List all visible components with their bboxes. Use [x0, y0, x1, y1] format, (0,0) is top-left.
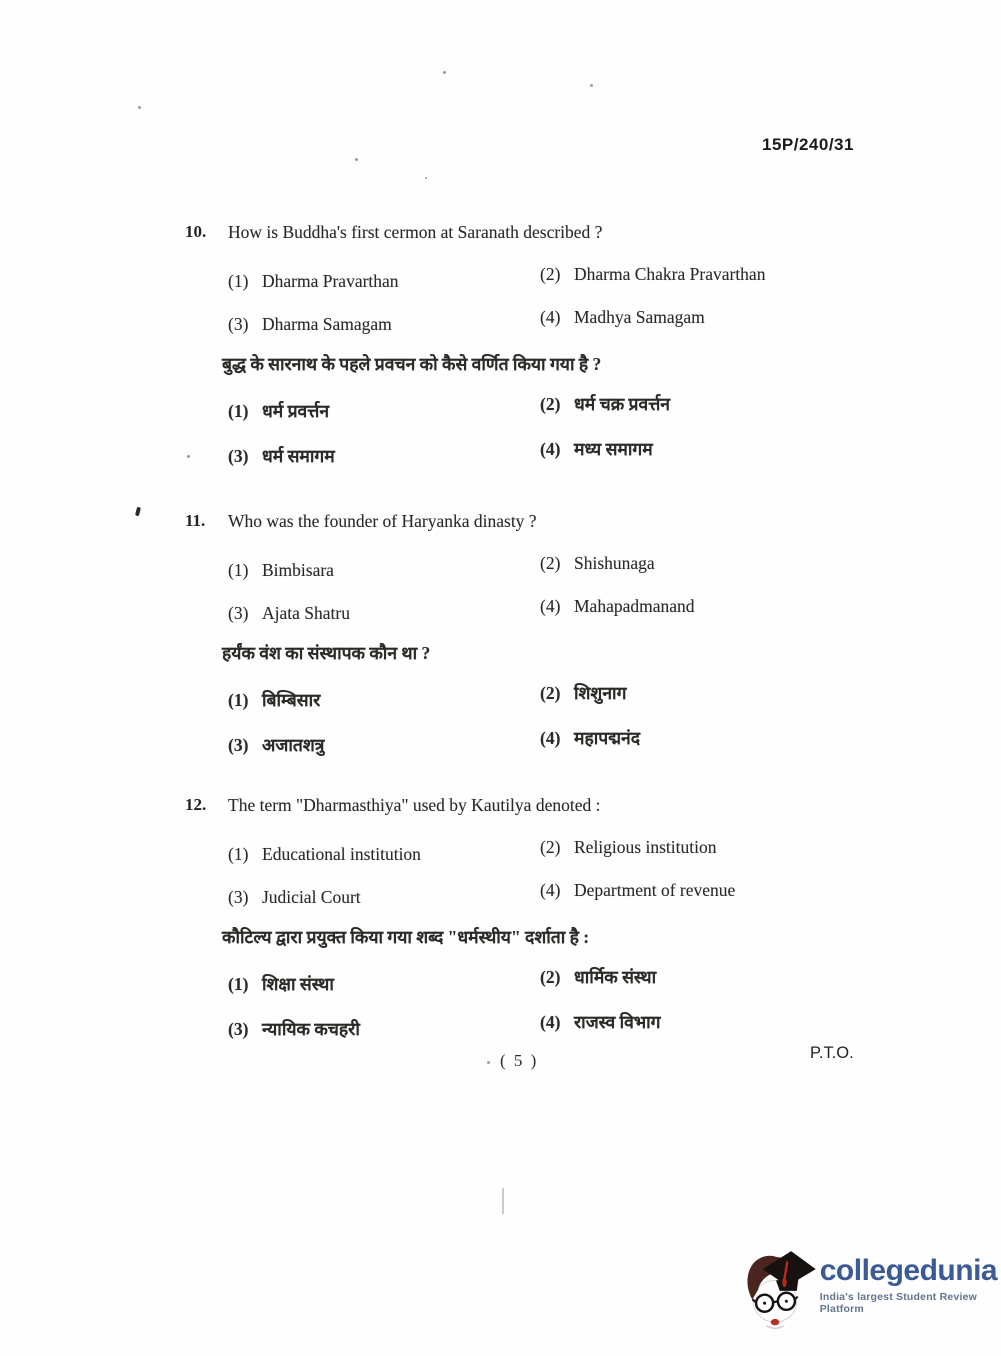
option-label: (4) — [540, 439, 561, 459]
option — [540, 880, 735, 901]
options-row — [228, 880, 736, 908]
option — [228, 560, 540, 581]
option-label: (3) — [228, 603, 249, 623]
question-line — [185, 222, 602, 243]
option-text: Madhya Samagam — [574, 307, 705, 327]
options-row-hindi — [228, 1012, 661, 1041]
option-text: बिम्बिसार — [262, 690, 321, 710]
option-text: Religious institution — [574, 837, 717, 857]
option-label: (4) — [540, 880, 561, 900]
option — [228, 690, 540, 712]
option-label: (3) — [228, 314, 249, 334]
options-row-hindi — [228, 394, 671, 423]
brand-tagline: India's largest Student Review Platform — [819, 1291, 978, 1315]
option-text: Ajata Shatru — [262, 603, 350, 623]
option-label: (4) — [540, 596, 561, 616]
option-label: (1) — [228, 401, 249, 421]
options-row-hindi — [228, 439, 653, 468]
options-row — [228, 307, 705, 335]
option-text: धर्म प्रवर्त्तन — [262, 401, 330, 421]
collegedunia-mascot-icon — [740, 1246, 816, 1332]
options-row — [228, 837, 717, 865]
option-label: (2) — [540, 553, 561, 573]
option-text: न्यायिक कचहरी — [262, 1019, 360, 1039]
question-line — [185, 795, 600, 816]
option-text: Shishunaga — [574, 553, 655, 573]
option-label: (2) — [540, 683, 561, 703]
option-label: (2) — [540, 394, 561, 414]
option-text: मध्य समागम — [574, 439, 653, 459]
option — [540, 307, 705, 328]
question-number: 12. — [185, 795, 207, 814]
question-text-hindi: बुद्ध के सारनाथ के पहले प्रवचन को कैसे वर्णित किया गया है ? — [222, 354, 602, 374]
option-label: (3) — [228, 1019, 249, 1039]
option-label: (2) — [540, 967, 561, 987]
logo-text — [820, 1246, 1001, 1315]
options-row — [228, 596, 695, 624]
option-label: (4) — [540, 307, 561, 327]
option-label: (3) — [228, 446, 249, 466]
option-label: (3) — [228, 887, 249, 907]
question-text-hindi: हर्यंक वंश का संस्थापक कौन था ? — [222, 643, 431, 663]
option-text: धर्म समागम — [262, 446, 335, 466]
option-label: (4) — [540, 1012, 561, 1032]
question-text-english: How is Buddha's first cermon at Saranath described ? — [228, 222, 603, 242]
scan-artifact — [502, 1188, 504, 1214]
option — [228, 974, 540, 996]
option — [540, 967, 656, 989]
option — [540, 596, 695, 617]
option — [540, 394, 670, 416]
option — [540, 728, 640, 750]
collegedunia-logo — [740, 1246, 1001, 1332]
scan-speck — [487, 1061, 490, 1064]
question-number: 11. — [185, 511, 206, 530]
option-text: शिक्षा संस्था — [262, 974, 334, 994]
options-row — [228, 553, 655, 581]
paper-code: 15P/240/31 — [762, 135, 854, 154]
option-text: धर्म चक्र प्रवर्त्तन — [574, 394, 671, 414]
scan-speck — [425, 177, 427, 179]
options-row — [228, 264, 766, 292]
option — [540, 553, 655, 574]
scan-speck — [443, 71, 446, 74]
option-label: (4) — [540, 728, 561, 748]
option-text: Judicial Court — [262, 887, 361, 907]
option-label: (1) — [228, 974, 249, 994]
question-text-english: The term "Dharmasthiya" used by Kautilya denoted : — [228, 795, 601, 815]
option-text: शिशुनाग — [574, 683, 627, 703]
option-label: (2) — [540, 837, 561, 857]
option — [228, 271, 540, 292]
option-label: (1) — [228, 560, 249, 580]
option-text: धार्मिक संस्था — [574, 967, 657, 987]
option — [540, 683, 626, 705]
scan-speck — [355, 158, 358, 161]
brand-name: collegedunia — [819, 1254, 998, 1287]
option-label: (1) — [228, 690, 249, 710]
option — [540, 837, 716, 858]
option-label: (3) — [228, 735, 249, 755]
option-text: Dharma Chakra Pravarthan — [574, 264, 766, 284]
option — [228, 401, 540, 423]
option — [540, 264, 765, 285]
option-text: महापद्मनंद — [574, 728, 641, 748]
question-block-12 — [185, 795, 901, 1055]
option — [228, 735, 540, 757]
scan-speck — [138, 106, 141, 109]
option-label: (1) — [228, 271, 249, 291]
option-text: Mahapadmanand — [574, 596, 695, 616]
question-line — [185, 511, 537, 532]
option-label: (2) — [540, 264, 561, 284]
option-text: Dharma Samagam — [262, 314, 392, 334]
question-block-10 — [185, 222, 901, 482]
page-number: ( 5 ) — [500, 1051, 539, 1070]
option — [540, 439, 653, 461]
option — [228, 887, 540, 908]
pto-label: P.T.O. — [810, 1044, 854, 1062]
option-text: Department of revenue — [574, 880, 736, 900]
options-row-hindi — [228, 967, 657, 996]
question-number: 10. — [185, 222, 207, 241]
option — [228, 844, 540, 865]
scan-speck — [590, 84, 593, 87]
question-text-hindi: कौटिल्य द्वारा प्रयुक्त किया गया शब्द "धर्मस्थीय" दर्शाता है : — [222, 927, 590, 947]
option — [540, 1012, 661, 1034]
option-label: (1) — [228, 844, 249, 864]
option — [228, 314, 540, 335]
scan-artifact — [135, 507, 141, 517]
option-text: Bimbisara — [262, 560, 334, 580]
options-row-hindi — [228, 683, 627, 712]
option — [228, 1019, 540, 1041]
option — [228, 603, 540, 624]
question-block-11 — [185, 511, 901, 771]
option-text: Dharma Pravarthan — [262, 271, 399, 291]
option-text: राजस्व विभाग — [574, 1012, 661, 1032]
option — [228, 446, 540, 468]
scan-speck — [187, 455, 190, 458]
option-text: Educational institution — [262, 844, 421, 864]
option-text: अजातशत्रु — [262, 735, 325, 755]
options-row-hindi — [228, 728, 641, 757]
question-text-english: Who was the founder of Haryanka dinasty ? — [228, 511, 537, 531]
